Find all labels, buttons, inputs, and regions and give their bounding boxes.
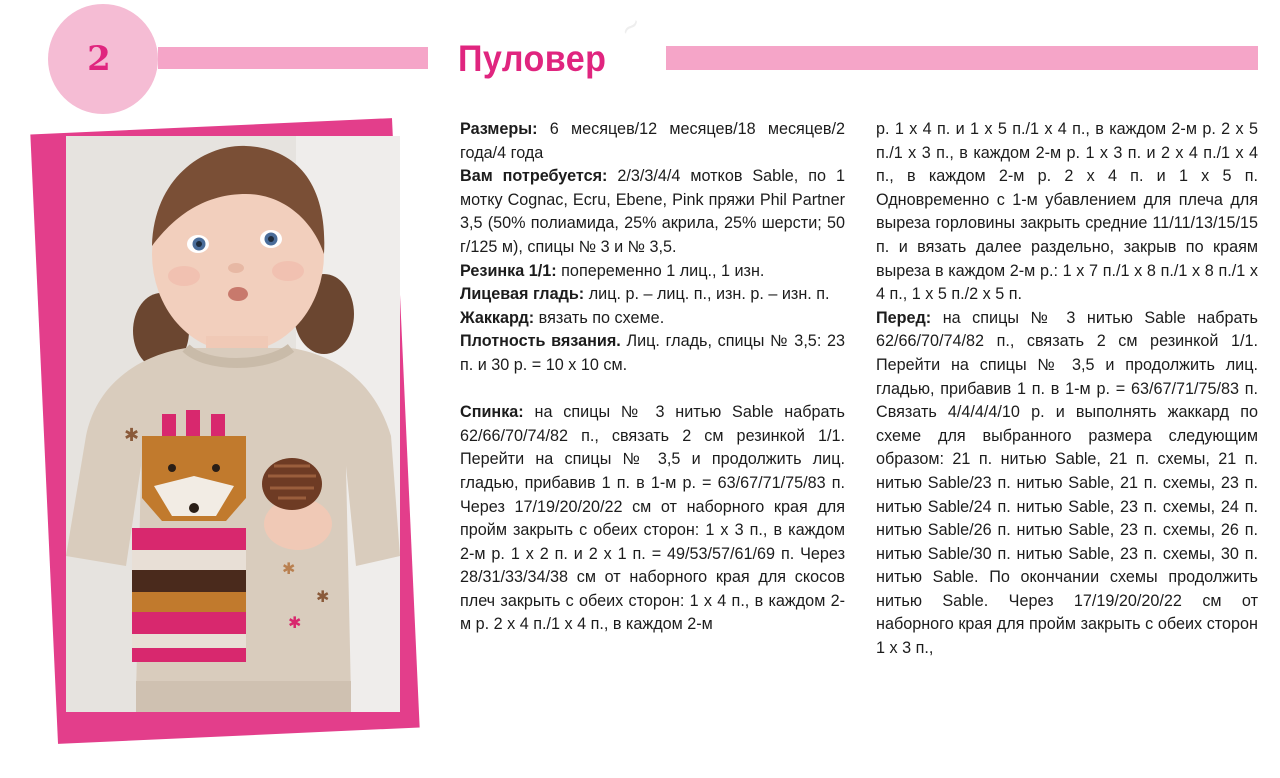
label-back: Спинка: <box>460 403 524 422</box>
page-title: Пуловер <box>458 38 607 79</box>
svg-text:✱: ✱ <box>288 613 302 632</box>
label-jacquard: Жаккард: <box>460 308 535 327</box>
paragraph-materials <box>460 165 845 259</box>
text-gauge: Лиц. гладь, спицы № 3,5: 23 п. и 30 р. = 10 х 10 см. <box>460 332 845 374</box>
text-back-continued: р. 1 х 4 п. и 1 х 5 п./1 х 4 п., в каждом 2-м р. 2 х 5 п./1 х 3 п., в каждом 2-м р. 1 х 3 п. и 2 х 4 п./1 х 4 п., в каждом 2-м р. 2 х 4 п. и 1 х 5 п. Одновременно с 1-м убавлением для плеча для выреза горловины закрыть средние 11/11/13/15/15 п. и вязать далее раздельно, закрыв по краям выреза в каждом 2-м р.: 1 х 7 п./1 х 8 п./1 х 8 п./1 х 4 п., 1 х 5 п./2 х 5 п. <box>876 120 1258 304</box>
page-number: 2 <box>87 39 111 79</box>
text-column-left <box>460 118 845 637</box>
text-front: на спицы № 3 нитью Sable набрать 62/66/70/74/82 п., связать 2 см резинкой 1/1. Перейти на спицы № 3,5 и продолжить лиц. гладью, прибавив 1 п. в 1-м р. = 63/67/71/75/83 п. Связать 4/4/4/4/10 р. и выполнять жаккард по схеме для выбранного размера следующим образом: 21 п. нитью Sable, 21 п. схемы, 21 п. нитью Sable/23 п. нитью Sable, 21 п. схемы, 23 п. нитью Sable/24 п. нитью Sable, 23 п. схемы, 24 п. нитью Sable/26 п. нитью Sable, 23 п. схемы, 26 п. нитью Sable/30 п. нитью Sable, 23 п. схемы, 30 п. нитью Sable. По окончании схемы продолжить нитью Sable. Через 17/19/20/20/22 см от наборного края для пройм закрыть с обеих сторон 1 х 3 п., <box>876 308 1258 658</box>
text-back: на спицы № 3 нитью Sable набрать 62/66/70/74/82 п., связать 2 см резинкой 1/1. Перейти на спицы № 3,5 и продолжить лиц. гладью, прибавив 1 п. в 1-м р. = 63/67/71/75/83 п. Через 17/19/20/20/22 см от наборного края для пройм закрыть с обеих сторон: 1 х 3 п., в каждом 2-м р. 1 х 2 п. и 2 х 1 п. = 49/53/57/61/69 п. Через 28/31/33/34/38 см от наборного края для скосов плеч закрыть с обеих сторон: 1 х 4 п., в каждом 2-м р. 2 х 4 п./1 х 4 п., в каждом 2-м <box>460 403 845 634</box>
label-materials: Вам потребуется: <box>460 167 608 186</box>
paragraph-front <box>876 307 1258 661</box>
text-materials: 2/3/3/4/4 мотков Sable, по 1 мотку Cognac, Ecru, Ebene, Pink пряжи Phil Partner 3,5 (50% полиамида, 25% акрила, 25% шерсти; 50 г/125 м), спицы № 3 и № 3,5. <box>460 167 845 256</box>
paragraph-gauge <box>460 330 845 377</box>
watermark-swirl: ~ <box>612 8 649 46</box>
text-jacquard: вязать по схеме. <box>534 308 665 327</box>
svg-text:✱: ✱ <box>282 559 296 578</box>
label-stockinette: Лицевая гладь: <box>460 285 585 304</box>
label-rib: Резинка 1/1: <box>460 261 557 280</box>
paragraph-jacquard <box>460 307 845 331</box>
photo-child-sweater <box>66 136 400 712</box>
text-sizes: 6 месяцев/12 месяцев/18 месяцев/2 года/4 года <box>460 120 845 162</box>
paragraph-stockinette <box>460 283 845 307</box>
paragraph-back <box>460 401 845 637</box>
paragraph-gap <box>460 378 845 402</box>
label-front: Перед: <box>876 308 932 327</box>
text-column-right <box>876 118 1258 661</box>
header-bar-left <box>158 47 428 69</box>
label-gauge: Плотность вязания. <box>460 332 621 351</box>
paragraph-back-continued <box>876 118 1258 307</box>
page-number-badge <box>48 4 158 114</box>
paragraph-rib <box>460 260 845 284</box>
svg-text:✱: ✱ <box>316 587 330 606</box>
child-illustration <box>66 136 400 712</box>
paragraph-sizes <box>460 118 845 165</box>
svg-text:✱: ✱ <box>124 425 140 446</box>
label-sizes: Размеры: <box>460 120 538 138</box>
text-rib: попеременно 1 лиц., 1 изн. <box>556 261 765 280</box>
header-bar-right <box>666 46 1258 70</box>
text-stockinette: лиц. р. – лиц. п., изн. р. – изн. п. <box>584 285 830 304</box>
